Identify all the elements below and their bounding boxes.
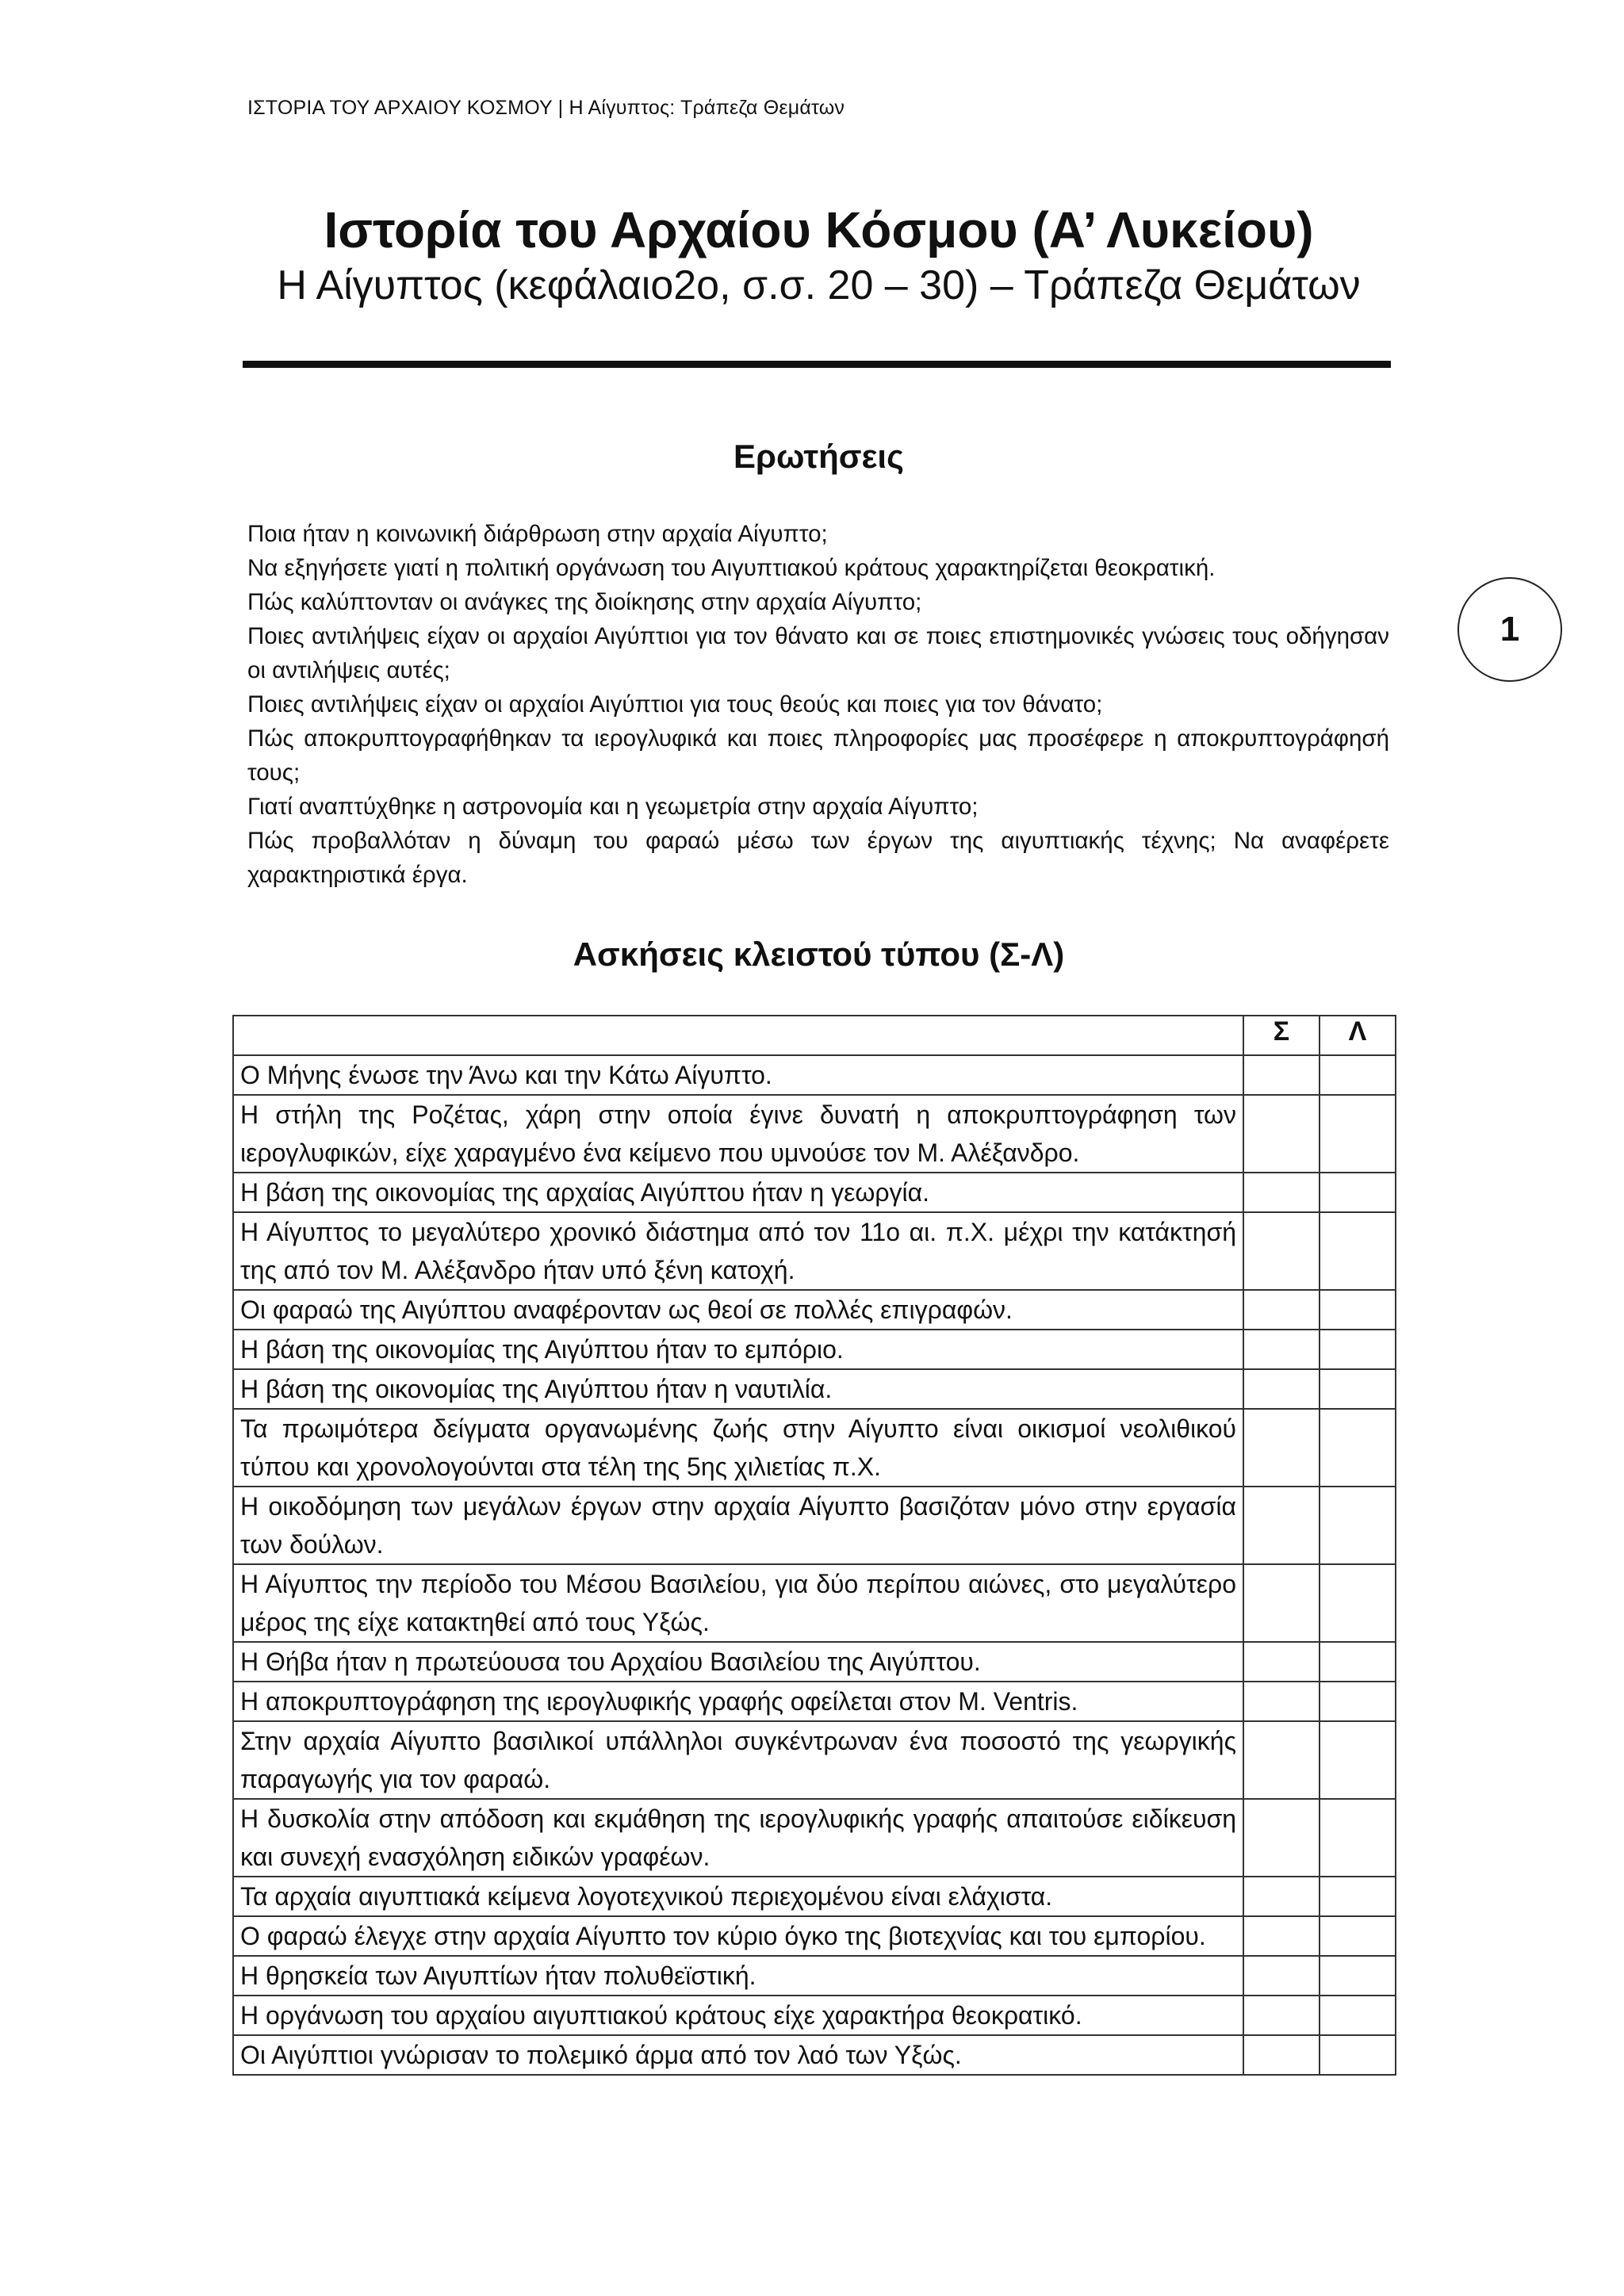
false-answer-cell[interactable] [1320, 1095, 1396, 1173]
true-answer-cell[interactable] [1243, 1173, 1320, 1212]
table-row [233, 1682, 1396, 1721]
title-block [246, 202, 1392, 311]
page-title: Ιστορία του Αρχαίου Κόσμου (Α’ Λυκείου) [324, 201, 1314, 258]
question-item: Πώς καλύπτονταν οι ανάγκες της διοίκησης στην αρχαία Αίγυπτο; [247, 589, 922, 615]
true-answer-cell[interactable] [1243, 1055, 1320, 1095]
statement-cell: Η οικοδόμηση των μεγάλων έργων στην αρχαία Αίγυπτο βασιζόταν μόνο στην εργασία των δούλων. [233, 1487, 1243, 1564]
true-answer-cell[interactable] [1243, 1642, 1320, 1682]
true-answer-cell[interactable] [1243, 1721, 1320, 1799]
true-answer-cell[interactable] [1243, 1487, 1320, 1564]
false-answer-cell[interactable] [1320, 1409, 1396, 1487]
statement-cell: Η βάση της οικονομίας της Αιγύπτου ήταν η ναυτιλία. [233, 1369, 1243, 1409]
table-body [233, 1055, 1396, 2075]
question-item: Γιατί αναπτύχθηκε η αστρονομία και η γεωμετρία στην αρχαία Αίγυπτο; [247, 794, 979, 820]
true-column-header: Σ [1243, 1016, 1320, 1055]
table-row [233, 1409, 1396, 1487]
exercises-heading: Ασκήσεις κλειστού τύπου (Σ-Λ) [573, 936, 1065, 973]
true-answer-cell[interactable] [1243, 1682, 1320, 1721]
table-row [233, 1877, 1396, 1916]
true-answer-cell[interactable] [1243, 1564, 1320, 1642]
table-row [233, 2035, 1396, 2075]
false-answer-cell[interactable] [1320, 1290, 1396, 1330]
false-answer-cell[interactable] [1320, 1212, 1396, 1290]
true-answer-cell[interactable] [1243, 2035, 1320, 2075]
statement-cell: Οι Αιγύπτιοι γνώρισαν το πολεμικό άρμα από τον λαό των Υξώς. [233, 2035, 1243, 2075]
false-answer-cell[interactable] [1320, 2035, 1396, 2075]
table-row [233, 1642, 1396, 1682]
table-row [233, 1330, 1396, 1369]
false-answer-cell[interactable] [1320, 1642, 1396, 1682]
false-answer-cell[interactable] [1320, 1877, 1396, 1916]
statement-cell: Η βάση της οικονομίας της αρχαίας Αιγύπτου ήταν η γεωργία. [233, 1173, 1243, 1212]
statement-cell: Η Αίγυπτος την περίοδο του Μέσου Βασιλείου, για δύο περίπου αιώνες, στο μεγαλύτερο μέρος της είχε κατακτηθεί από τους Υξώς. [233, 1564, 1243, 1642]
running-header: ΙΣΤΟΡΙΑ ΤΟΥ ΑΡΧΑΙΟΥ ΚΟΣΜΟΥ | Η Αίγυπτος: Τράπεζα Θεμάτων [247, 97, 845, 119]
true-answer-cell[interactable] [1243, 1212, 1320, 1290]
table-row [233, 1290, 1396, 1330]
true-false-table [232, 1015, 1396, 2076]
statement-cell: Η δυσκολία στην απόδοση και εκμάθηση της ιερογλυφικής γραφής απαιτούσε ειδίκευση και συνεχή ενασχόληση ειδικών γραφέων. [233, 1799, 1243, 1877]
table-row [233, 1173, 1396, 1212]
table-row [233, 1055, 1396, 1095]
false-answer-cell[interactable] [1320, 1682, 1396, 1721]
true-answer-cell[interactable] [1243, 1095, 1320, 1173]
false-answer-cell[interactable] [1320, 1487, 1396, 1564]
false-answer-cell[interactable] [1320, 1996, 1396, 2035]
false-column-header: Λ [1320, 1016, 1396, 1055]
statement-cell: Η στήλη της Ροζέτας, χάρη στην οποία έγινε δυνατή η αποκρυπτογράφηση των ιερογλυφικών, είχε χαραγμένο ένα κείμενο που υμνούσε τον Μ. Αλέξανδρο. [233, 1095, 1243, 1173]
question-item: Πώς προβαλλόταν η δύναμη του φαραώ μέσω των έργων της αιγυπτιακής τέχνης; Να αναφέρετε χαρακτηριστικά έργα. [247, 828, 1389, 888]
true-answer-cell[interactable] [1243, 1330, 1320, 1369]
page-number: 1 [1500, 610, 1520, 649]
true-answer-cell[interactable] [1243, 1996, 1320, 2035]
table-row [233, 1996, 1396, 2035]
question-item: Πώς αποκρυπτογραφήθηκαν τα ιερογλυφικά και ποιες πληροφορίες μας προσέφερε η αποκρυπτογράφησή τους; [247, 725, 1389, 786]
question-item: Ποια ήταν η κοινωνική διάρθρωση στην αρχαία Αίγυπτο; [247, 521, 828, 547]
false-answer-cell[interactable] [1320, 1369, 1396, 1409]
page-number-badge [1457, 577, 1562, 682]
true-answer-cell[interactable] [1243, 1369, 1320, 1409]
statement-cell: Η αποκρυπτογράφηση της ιερογλυφικής γραφής οφείλεται στον Μ. Ventris. [233, 1682, 1243, 1721]
table-row [233, 1916, 1396, 1956]
false-answer-cell[interactable] [1320, 1173, 1396, 1212]
questions-heading: Ερωτήσεις [733, 438, 904, 475]
statement-cell: Ο φαραώ έλεγχε στην αρχαία Αίγυπτο τον κύριο όγκο της βιοτεχνίας και του εμπορίου. [233, 1916, 1243, 1956]
page-subtitle: Η Αίγυπτος (κεφάλαιο2ο, σ.σ. 20 – 30) – Τράπεζα Θεμάτων [277, 262, 1361, 309]
false-answer-cell[interactable] [1320, 1956, 1396, 1996]
true-answer-cell[interactable] [1243, 1799, 1320, 1877]
question-item: Να εξηγήσετε γιατί η πολιτική οργάνωση του Αιγυπτιακού κράτους χαρακτηρίζεται θεοκρατική. [247, 555, 1216, 581]
statement-cell: Η θρησκεία των Αιγυπτίων ήταν πολυθεϊστική. [233, 1956, 1243, 1996]
question-item: Ποιες αντιλήψεις είχαν οι αρχαίοι Αιγύπτιοι για τον θάνατο και σε ποιες επιστημονικές γνώσεις τους οδήγησαν οι αντιλήψεις αυτές; [247, 623, 1389, 683]
statement-column-header [233, 1016, 1243, 1055]
statement-cell: Οι φαραώ της Αιγύπτου αναφέρονταν ως θεοί σε πολλές επιγραφών. [233, 1290, 1243, 1330]
table-row [233, 1095, 1396, 1173]
false-answer-cell[interactable] [1320, 1799, 1396, 1877]
true-answer-cell[interactable] [1243, 1409, 1320, 1487]
question-item: Ποιες αντιλήψεις είχαν οι αρχαίοι Αιγύπτιοι για τους θεούς και ποιες για τον θάνατο; [247, 691, 1103, 718]
false-answer-cell[interactable] [1320, 1330, 1396, 1369]
statement-cell: Η οργάνωση του αρχαίου αιγυπτιακού κράτους είχε χαρακτήρα θεοκρατικό. [233, 1996, 1243, 2035]
statement-cell: Η Θήβα ήταν η πρωτεύουσα του Αρχαίου Βασιλείου της Αιγύπτου. [233, 1642, 1243, 1682]
true-answer-cell[interactable] [1243, 1916, 1320, 1956]
true-answer-cell[interactable] [1243, 1956, 1320, 1996]
table-row [233, 1369, 1396, 1409]
table-row [233, 1564, 1396, 1642]
table-header-row [233, 1016, 1396, 1055]
questions-list [247, 517, 1389, 892]
true-answer-cell[interactable] [1243, 1877, 1320, 1916]
table-row [233, 1721, 1396, 1799]
statement-cell: Τα πρωιμότερα δείγματα οργανωμένης ζωής στην Αίγυπτο είναι οικισμοί νεολιθικού τύπου και χρονολογούνται στα τέλη της 5ης χιλιετίας π.Χ. [233, 1409, 1243, 1487]
table-row [233, 1212, 1396, 1290]
statement-cell: Η Αίγυπτος το μεγαλύτερο χρονικό διάστημα από τον 11ο αι. π.Χ. μέχρι την κατάκτησή της από τον Μ. Αλέξανδρο ήταν υπό ξένη κατοχή. [233, 1212, 1243, 1290]
false-answer-cell[interactable] [1320, 1055, 1396, 1095]
title-divider [243, 361, 1391, 368]
statement-cell: Ο Μήνης ένωσε την Άνω και την Κάτω Αίγυπτο. [233, 1055, 1243, 1095]
false-answer-cell[interactable] [1320, 1564, 1396, 1642]
statement-cell: Τα αρχαία αιγυπτιακά κείμενα λογοτεχνικού περιεχομένου είναι ελάχιστα. [233, 1877, 1243, 1916]
table-row [233, 1487, 1396, 1564]
statement-cell: Η βάση της οικονομίας της Αιγύπτου ήταν το εμπόριο. [233, 1330, 1243, 1369]
statement-cell: Στην αρχαία Αίγυπτο βασιλικοί υπάλληλοι συγκέντρωναν ένα ποσοστό της γεωργικής παραγωγής για τον φαραώ. [233, 1721, 1243, 1799]
table-row [233, 1956, 1396, 1996]
false-answer-cell[interactable] [1320, 1916, 1396, 1956]
true-answer-cell[interactable] [1243, 1290, 1320, 1330]
table-row [233, 1799, 1396, 1877]
false-answer-cell[interactable] [1320, 1721, 1396, 1799]
